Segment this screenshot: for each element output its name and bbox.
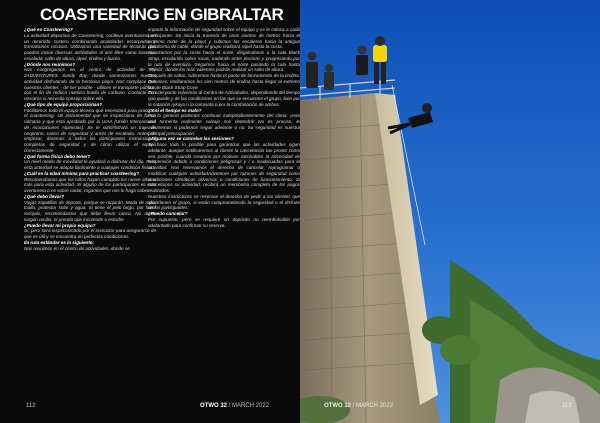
body-paragraph: Sí, pero será inspeccionado por el instructor para asegurarse de que es útil y se encuentra en perfectas condiciones. [24, 228, 156, 239]
text-column-1 [24, 27, 156, 387]
body-paragraph: Viejas zapatillas de deporte, porque se mojarán. Muda de ropa, toalla, protector solar y agua. Si tiene el pelo largo, por favor recójalo, recomendamos que debe llevar casco. No desar ningún recibir, ni prenda que incomode o estorbe. [24, 199, 156, 222]
question-heading: ¿Puedo llevar mi propio equipo? [24, 222, 96, 228]
body-paragraph: Nos congregamos en el centro de actividad de RV 2ADVENTURES Sandy Bay, donde comenzamos nuestra actividad disfrutando de la hermosa playa. Nos complace que nuestros clientes - de ser posible - utilicen el transporte público, con el fin de reducir nuestra huella de carbono. Contacte con nosotros si necesita consejo sobre ello. [24, 67, 156, 101]
question-heading: ¿Alguna vez se cancelan las sesiones? [148, 136, 234, 142]
page-number-right: 113 [562, 403, 572, 409]
cliff-rappel-photo [300, 0, 600, 423]
question-heading: ¿Qué es Coasteering? [24, 27, 73, 32]
question-heading: ¿Puedo cancelar? [148, 211, 188, 216]
magazine-issue: / MARCH 2022 [351, 403, 394, 409]
body-paragraph: imparte la información de seguridad sobre el equipo y se le coloca a cada participante. Se inicia la travesía de unos cientos de metros hacia el extremo norte de la playa y subimos las escaleras hacia la antigua plataforma de cable, donde el grupo realizará rápel hasta la costa. [148, 27, 300, 50]
question-heading: ¿Dónde nos reunimos? [24, 61, 76, 67]
body-paragraph: Por supuesto, pero se requiere un depósito no reembolsable por adelantado para confirmar su reserva. [148, 216, 300, 228]
page-number-left: 112 [26, 403, 36, 409]
question-heading: ¿Qué forma física debo tener? [24, 153, 91, 159]
page-title: COASTEERING EN GIBRALTAR [40, 5, 284, 24]
body-paragraph: Un nivel medio de movilidad le ayudará a disfrutar del día. Pero esta actividad se adapta fácilmente a cualquier condición física. [24, 159, 156, 170]
question-heading: ¿Y si el tiempo es malo? [148, 107, 202, 113]
footer-left [0, 403, 300, 423]
body-paragraph: Por lo general podemos continuar independientemente del clima, ¡este una tormenta realmente salvaje nos detendrá! No es preciso, le avisaremos si podemos seguir adelante o no. Su seguridad es nuestra principal preocupación. [148, 113, 300, 136]
body-paragraph: En este punto volvemos al Centro de Actividades, dependiendo del tiempo que quede y de las condiciones en las que se encuentre el grupo, bien por la natación rykayo o la caminata o por la combinación de ambas. [148, 90, 300, 107]
body-paragraph: Después de saltar, subiremos hasta el punto de lanzamiento de la tirolina. Entonces, entiliaremos los cien metros de tirolina hasta llegar al extremo sur de Black Strap Cove. [148, 73, 300, 90]
question-heading: ¿Cuál es la edad mínima para practicar coasteering? [24, 170, 140, 176]
magazine-footer-right [324, 403, 393, 409]
body-paragraph: Facilitamos todo el equipo técnico que necesitará para practicar el coasteering. Un instrumental que se inspecciona de forma rutinaria y que está aprobado por la UIAA (Unión Internacional de Asociaciones Alpinistas). Se le suministrará un traje de neopreno, casco de seguridad y arnés de escalada. Antes de empezar, daremos a todos los participantes instrucciones completas de seguridad y de cómo utilizar el equipo correctamente. [24, 107, 156, 153]
body-paragraph: La actividad deportiva de Coasteering, conlleva aventurarse en un recorrido costero combinando acantilados escarpados y formaciones rocosas. Utilizamos una variedad de técnicas que pueden incluir diversas actividades al aire libre como travesía, escalada, salto de altura, rápel, tirolina y buceo. [24, 32, 156, 61]
magazine-issue: / MARCH 2022 [227, 403, 270, 409]
magazine-name: OTWO 32 [324, 403, 352, 409]
body-paragraph: Se hace todo lo posible para garantizar que las actividades sigan adelante, aunque notificaremos al cliente la cancelación tan pronto como sea posible, cuando creamos por motivos razonables la necesidad de suspensión debido a condiciones peligrosas y / o inadecuadas para la actividad. Nos reservamos el derecho de cancelar, reprogramar o modificar cualquier actividadAdventure por razones de seguridad como condiciones climáticas adversas o condiciones de funcionamiento. Si cancelamos su actividad, recibirá un reembolso completo de los pagos realizados. [148, 142, 300, 193]
magazine-footer-left [200, 403, 269, 409]
body-paragraph: Nos reunimos en el centro de actividades, donde se [24, 245, 130, 251]
question-heading: Ila ruta estándar es la siguiente: [24, 239, 94, 245]
question-heading: ¿Qué debo llevar? [24, 193, 65, 199]
right-page [300, 0, 600, 423]
magazine-name: OTWO 32 [200, 403, 228, 409]
body-paragraph: Avanzamos por la costa hacia el norte, dirigiéndonos a la cala Black Strap, escalando sobre rocas, nadando entre piscinas y progresando por la ruta de aventura. Seguimos hacia el norte pasando la cala hasta 'Frieda', donde los más valientes podrán realizar un salto de altura. [148, 50, 300, 73]
body-paragraph: Recomendamos que los niños hayan cumplido los nueve años o más para esta actividad. Si alguno de los participantes es más aventurero o es sobre nadar, rogamos que nos lo haga saber. [24, 176, 156, 193]
footer-right [300, 403, 600, 423]
text-column-2 [148, 27, 300, 387]
body-paragraph: Nuestros instructores se reservan el derecho de pedir a los clientes que abandonen el grupo, si están comprometiendo la seguridad o el disfrute de los participantes. [148, 193, 300, 211]
question-heading: ¿Qué tipo de equipo proporcionan? [24, 101, 103, 107]
